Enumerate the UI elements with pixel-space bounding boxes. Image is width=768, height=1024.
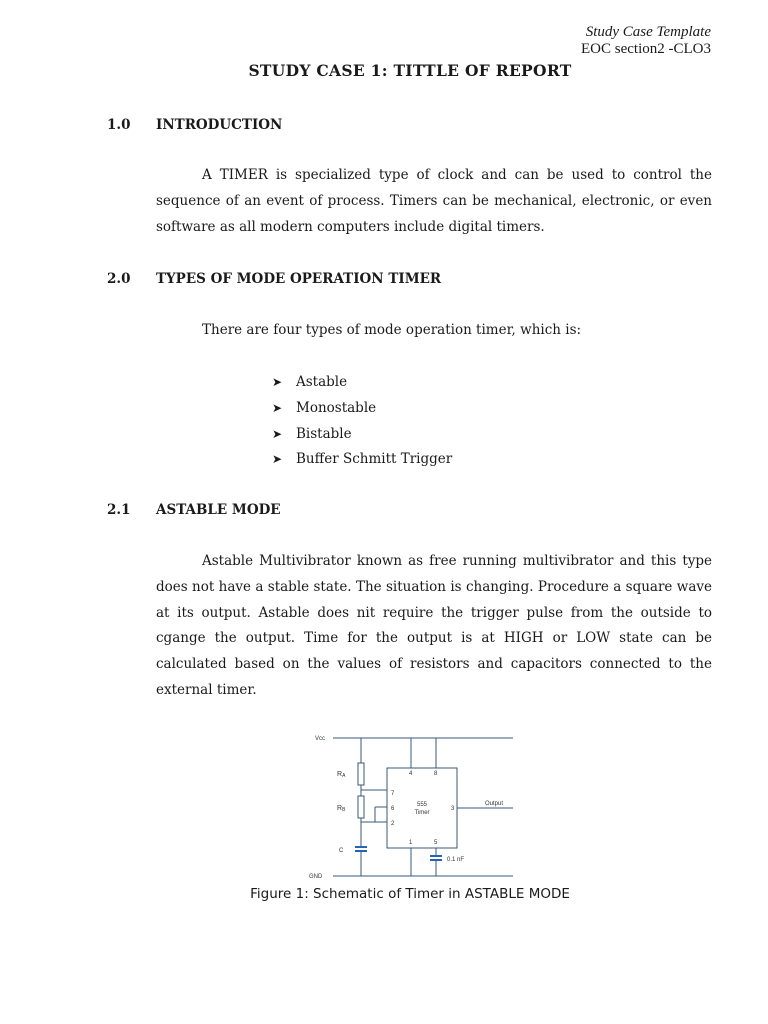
header-section-code: EOC section2 -CLO3: [581, 41, 711, 57]
pin-1-label: 1: [409, 840, 413, 846]
intro-paragraph: [156, 163, 712, 240]
ra-label: RA: [337, 771, 346, 779]
pin-2-label: 2: [391, 821, 395, 827]
vcc-label: Vcc: [315, 736, 326, 742]
list-item-label: Buffer Schmitt Trigger: [296, 451, 453, 468]
types-intro: There are four types of mode operation timer, which is:: [202, 322, 582, 338]
astable-schematic: [305, 730, 520, 880]
section-title: INTRODUCTION: [156, 117, 283, 133]
ic-555-timer: [387, 768, 457, 848]
section-number: 2.0: [107, 271, 131, 287]
resistor-ra: [358, 763, 364, 785]
c-label: C: [339, 848, 344, 854]
arrow-bullet-icon: ➤: [272, 375, 283, 389]
section-number: 2.1: [107, 502, 131, 518]
header-template-name: Study Case Template: [585, 24, 711, 40]
ic-label: 555: [416, 802, 428, 808]
page-header: [581, 24, 711, 58]
section-heading-types: [107, 271, 441, 287]
rb-label: RB: [337, 805, 346, 813]
pin-5-label: 5: [434, 840, 438, 846]
astable-paragraph: [156, 549, 712, 704]
list-item: [272, 370, 452, 396]
list-item-label: Bistable: [296, 425, 352, 442]
section-number: 1.0: [107, 117, 131, 133]
arrow-bullet-icon: ➤: [272, 400, 283, 415]
gnd-label: GND: [309, 874, 323, 880]
list-item-label: Monostable: [296, 399, 377, 416]
section-title: TYPES OF MODE OPERATION TIMER: [156, 271, 442, 287]
cap-value-label: 0.1 nF: [447, 857, 465, 863]
pin-7-label: 7: [391, 791, 395, 797]
types-list: [272, 370, 452, 473]
intro-text: A TIMER is specialized type of clock and can be used to control the sequence of an event of process. Timers can be mechanical, electronic, or even software as all modern computers include digital timers.: [156, 167, 712, 235]
figure-caption: Figure 1: Schematic of Timer in ASTABLE MODE: [250, 886, 570, 902]
list-item-label: Astable: [296, 374, 348, 390]
output-label: Output: [485, 801, 504, 807]
section-heading-introduction: [107, 117, 282, 133]
astable-text: Astable Multivibrator known as free running multivibrator and this type does not have a stable state. The situation is changing. Procedure a square wave at its output. Astable does nit require the trigger pulse from the outside to cgange the output. Time for the output is at HIGH or LOW state can be calculated based on the values of resistors and capacitors connected to the external timer.: [156, 553, 712, 698]
list-item: [272, 396, 452, 422]
pin-8-label: 8: [434, 771, 438, 777]
pin-6-label: 6: [391, 806, 395, 812]
arrow-bullet-icon: ➤: [272, 452, 283, 467]
pin-4-label: 4: [409, 771, 413, 777]
section-title: ASTABLE MODE: [156, 502, 281, 518]
ic-sublabel: Timer: [414, 810, 430, 816]
list-item: [272, 422, 452, 448]
section-heading-astable: [107, 502, 281, 518]
list-item: [272, 447, 452, 473]
resistor-rb: [358, 796, 364, 818]
arrow-bullet-icon: ➤: [272, 426, 283, 441]
report-title: STUDY CASE 1: TITTLE OF REPORT: [248, 61, 572, 80]
pin-3-label: 3: [451, 806, 455, 812]
